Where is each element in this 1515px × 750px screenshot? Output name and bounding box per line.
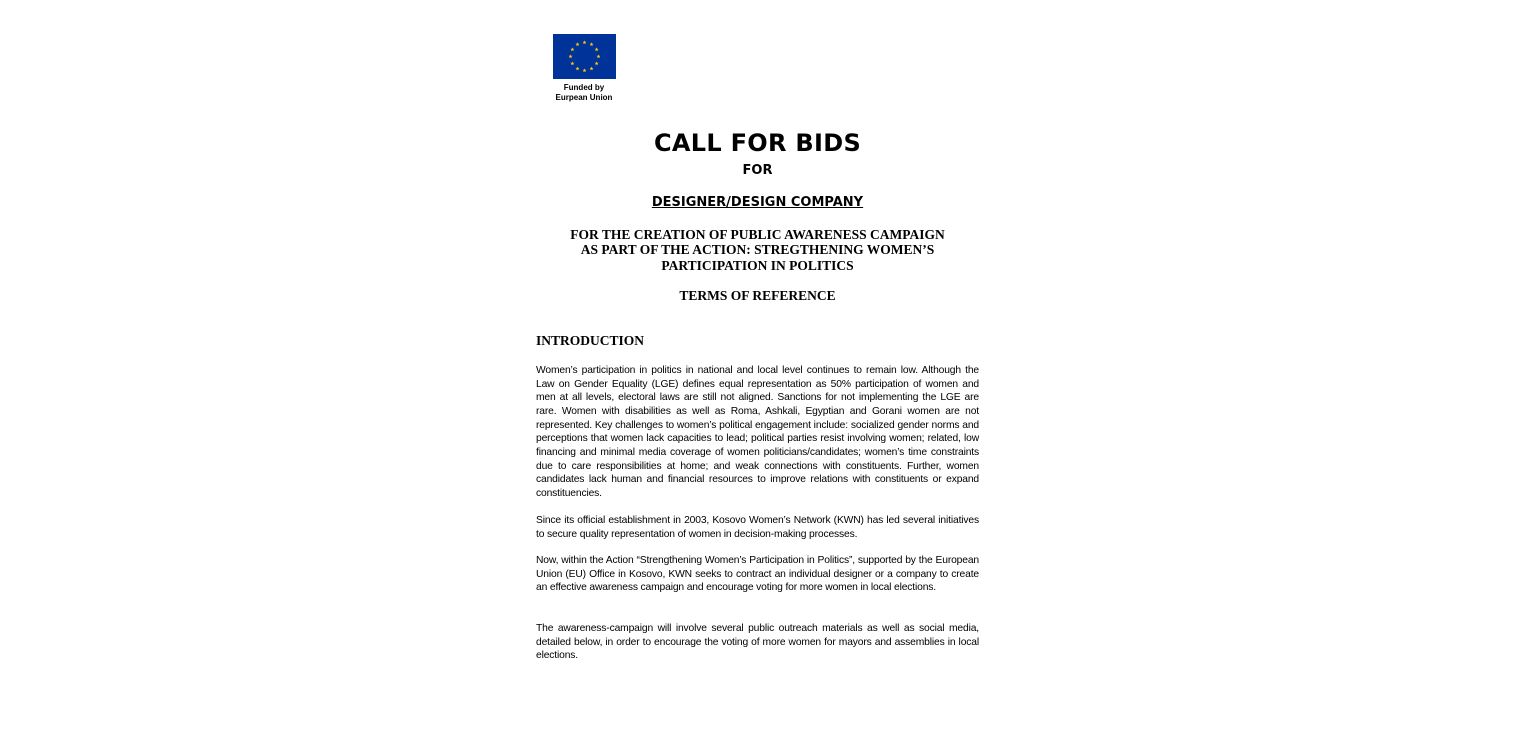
title-designer: DESIGNER/DESIGN COMPANY <box>651 195 864 210</box>
intro-paragraph: Since its official establishment in 2003, Kosovo Women’s Network (KWN) has led several initiatives to secure quality representation of women in decision-making processes. <box>536 515 979 540</box>
funded-by-line: Funded by <box>563 83 605 92</box>
title-purpose <box>536 227 979 273</box>
purpose-line: AS PART OF THE ACTION: STREGTHENING WOMEN’S <box>580 242 935 258</box>
european-union-line: Eurpean Union <box>555 93 613 102</box>
purpose-line: PARTICIPATION IN POLITICS <box>661 257 854 273</box>
intro-paragraph: Women’s participation in politics in national and local level continues to remain low. Although the Law on Gender Equality (LGE) defines equal representation as 50% participation of women and men at all levels, electoral laws are still not aligned. Sanctions for not implementing the LGE are rare. Women with disabilities as well as Roma, Ashkali, Egyptian and Gorani women are not represented. Key challenges to women’s political engagement include: socialized gender norms and perceptions that women lack capacities to lead; political parties resist involving women; related, low financing and minimal media coverage of women politicians/candidates; women’s time constraints due to care responsibilities at home; and weak connections with constituents. Further, women candidates lack human and financial resources to improve relations with constituents or expand constituencies. <box>536 365 979 499</box>
purpose-line: FOR THE CREATION OF PUBLIC AWARENESS CAMPAIGN <box>570 227 945 242</box>
intro-paragraph: Now, within the Action “Strengthening Women’s Participation in Politics”, supported by the European Union (EU) Office in Kosovo, KWN seeks to contract an individual designer or a company to create an effective awareness campaign and encourage voting for more women in local elections. <box>536 555 979 594</box>
terms-of-reference-heading: TERMS OF REFERENCE <box>679 288 836 303</box>
document-title: CALL FOR BIDS <box>653 129 862 157</box>
eu-flag-icon <box>553 34 616 79</box>
introduction-heading: INTRODUCTION <box>536 333 645 348</box>
funded-by-caption <box>548 83 620 103</box>
title-for: FOR <box>742 163 773 178</box>
intro-paragraph: The awareness-campaign will involve several public outreach materials as well as social media, detailed below, in order to encourage the voting of more women for mayors and assemblies in local elections. <box>536 623 979 662</box>
